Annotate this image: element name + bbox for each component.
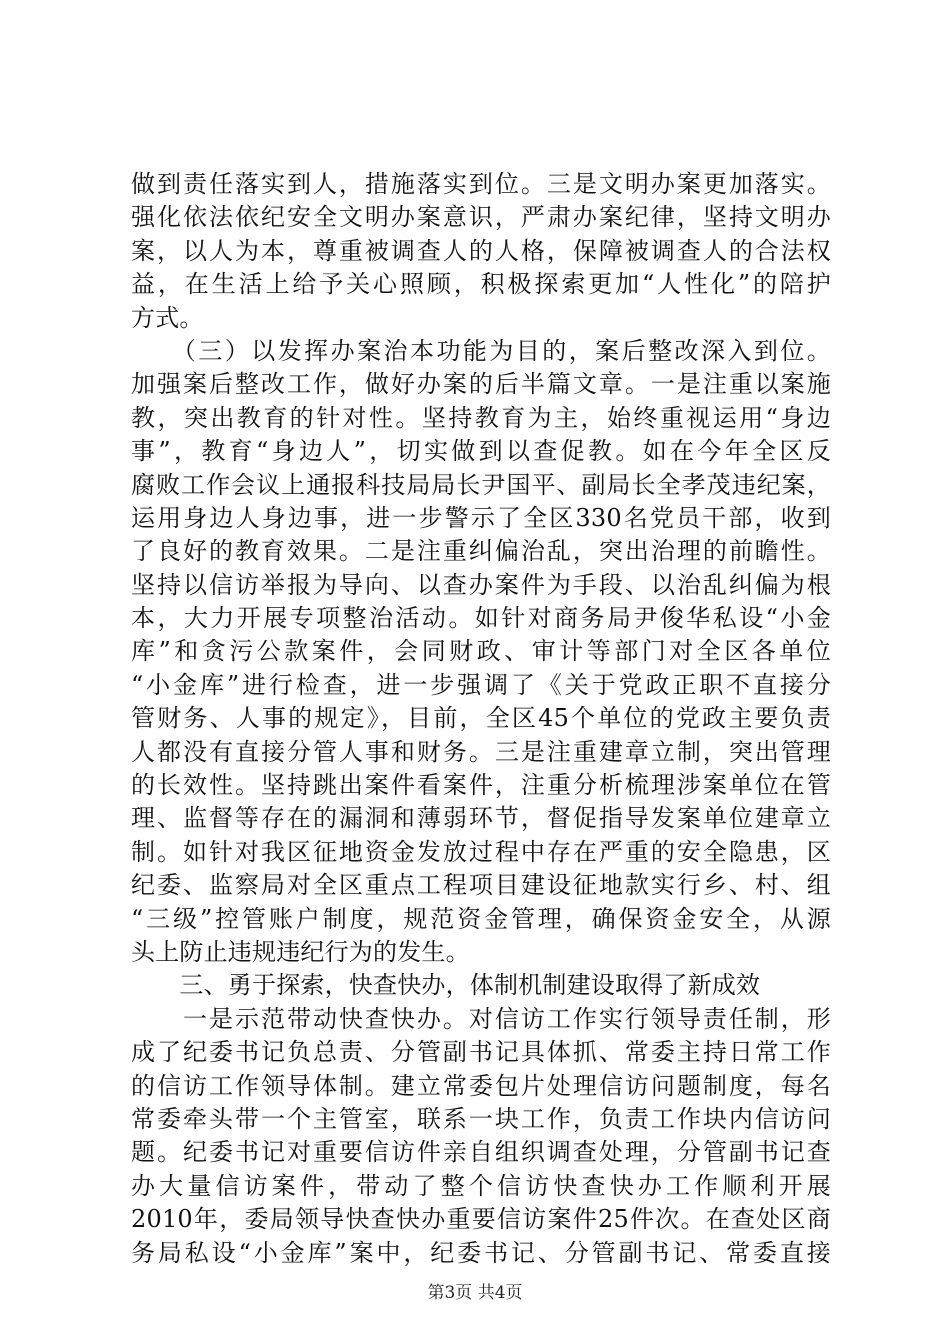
- text-line: 腐败工作会议上通报科技局局长尹国平、副局长全孝茂违纪案，: [131, 470, 831, 499]
- text-line: 本，大力开展专项整治活动。如针对商务局尹俊华私设“小金: [131, 604, 831, 633]
- text-line: 成了纪委书记负总责、分管副书记具体抓、常委主持日常工作: [131, 1038, 831, 1067]
- text-line: 益，在生活上给予关心照顾，积极探索更加“人性化”的陪护: [131, 270, 831, 299]
- text-line: 务局私设“小金库”案中，纪委书记、分管副书记、常委直接: [131, 1238, 831, 1267]
- text-line: 坚持以信访举报为导向、以查办案件为手段、以治乱纠偏为根: [131, 570, 831, 599]
- page-footer: 第3页 共4页: [427, 1283, 523, 1303]
- text-line: 制。如针对我区征地资金发放过程中存在严重的安全隐患，区: [131, 837, 831, 866]
- text-line: （三）以发挥办案治本功能为目的，案后整改深入到位。: [131, 336, 831, 365]
- text-line: “小金库”进行检查，进一步强调了《关于党政正职不直接分: [131, 670, 831, 699]
- text-line: 的长效性。坚持跳出案件看案件，注重分析梳理涉案单位在管: [131, 771, 831, 800]
- text-line: 三、勇于探索，快查快办，体制机制建设取得了新成效: [131, 971, 761, 1000]
- text-line: 了良好的教育效果。二是注重纠偏治乱，突出治理的前瞻性。: [131, 537, 831, 566]
- text-line: 一是示范带动快查快办。对信访工作实行领导责任制，形: [131, 1004, 831, 1033]
- text-line: 理、监督等存在的漏洞和薄弱环节，督促指导发案单位建章立: [131, 804, 831, 833]
- text-line: 的信访工作领导体制。建立常委包片处理信访问题制度，每名: [131, 1071, 831, 1100]
- text-line: “三级”控管账户制度，规范资金管理，确保资金安全，从源: [131, 904, 831, 933]
- text-line: 管财务、人事的规定》，目前，全区45个单位的党政主要负责: [131, 704, 831, 733]
- text-line: 办大量信访案件，带动了整个信访快查快办工作顺利开展: [131, 1171, 831, 1200]
- text-line: 案，以人为本，尊重被调查人的人格，保障被调查人的合法权: [131, 236, 831, 265]
- text-line: 方式。: [131, 303, 204, 332]
- text-line: 强化依法依纪安全文明办案意识，严肃办案纪律，坚持文明办: [131, 203, 831, 232]
- text-line: 头上防止违规违纪行为的发生。: [131, 937, 470, 966]
- text-line: 2010年，委局领导快查快办重要信访案件25件次。在查处区商: [131, 1205, 831, 1234]
- text-line: 做到责任落实到人，措施落实到位。三是文明办案更加落实。: [131, 170, 831, 198]
- text-line: 纪委、监察局对全区重点工程项目建设征地款实行乡、村、组: [131, 871, 831, 900]
- text-line: 事”，教育“身边人”，切实做到以查促教。如在今年全区反: [131, 437, 831, 466]
- text-line: 运用身边人身边事，进一步警示了全区330名党员干部，收到: [131, 503, 831, 532]
- text-line: 人都没有直接分管人事和财务。三是注重建章立制，突出管理: [131, 737, 831, 766]
- document-body: [131, 168, 831, 1270]
- text-line: 加强案后整改工作，做好办案的后半篇文章。一是注重以案施: [131, 370, 831, 399]
- text-line: 题。纪委书记对重要信访件亲自组织调查处理，分管副书记查: [131, 1138, 831, 1167]
- text-line: 常委牵头带一个主管室，联系一块工作，负责工作块内信访问: [131, 1104, 831, 1133]
- text-line: 库”和贪污公款案件，会同财政、审计等部门对全区各单位: [131, 637, 831, 666]
- text-line: 教，突出教育的针对性。坚持教育为主，始终重视运用“身边: [131, 403, 831, 432]
